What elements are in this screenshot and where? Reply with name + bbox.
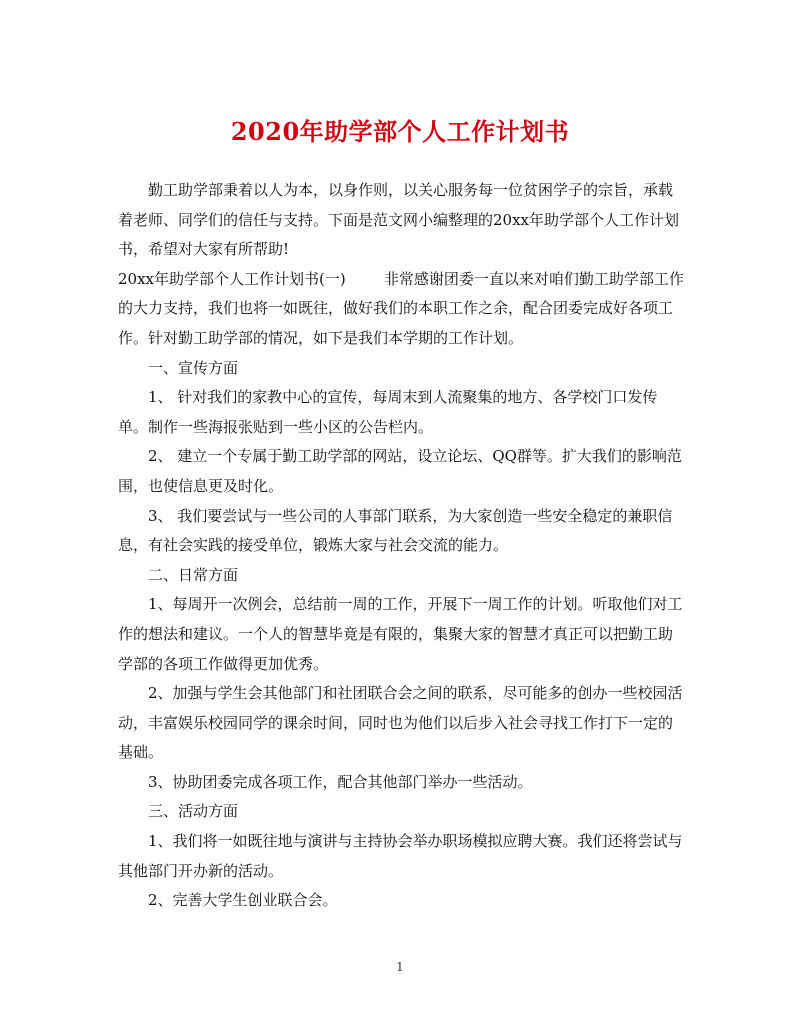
list-item: 3、 我们要尝试与一些公司的人事部门联系，为大家创造一些安全稳定的兼职信息，有社会实践的接受单位，锻炼大家与社会交流的能力。	[118, 506, 673, 555]
list-item: 2、加强与学生会其他部门和社团联合会之间的联系，尽可能多的创办一些校园活动，丰富娱乐校园同学的课余时间，同时也为他们以后步入社会寻找工作打下一定的基础。	[118, 684, 683, 762]
document-title: 2020年助学部个人工作计划书	[230, 117, 570, 146]
list-item: 1、 针对我们的家教中心的宣传，每周末到人流聚集的地方、各学校门口发传单。制作一些海报张贴到一些小区的公告栏内。	[118, 388, 658, 436]
section-heading-publicity: 一、宣传方面	[148, 358, 239, 377]
page-number: 1	[396, 960, 404, 974]
plan-intro-paragraph: 20xx年助学部个人工作计划书(一) 非常感谢团委一直以来对咱们勤工助学部工作的大力支持，我们也将一如既往，做好我们的本职工作之余，配合团委完成好各项工作。针对勤工助学部的情况，如下是我们本学期的工作计划。	[118, 269, 684, 347]
list-item: 1、我们将一如既往地与演讲与主持协会举办职场模拟应聘大赛。我们还将尝试与其他部门开办新的活动。	[118, 832, 683, 880]
document-body	[118, 176, 684, 916]
list-item: 2、 建立一个专属于勤工助学部的网站，设立论坛、QQ群等。扩大我们的影响范围，也使信息更及时化。	[118, 447, 682, 495]
list-item: 3、协助团委完成各项工作，配合其他部门举办一些活动。	[148, 772, 533, 791]
section-heading-daily: 二、日常方面	[148, 565, 239, 584]
list-item: 1、每周开一次例会，总结前一周的工作，开展下一周工作的计划。听取他们对工作的想法和建议。一个人的智慧毕竟是有限的，集聚大家的智慧才真正可以把勤工助学部的各项工作做得更加优秀。	[118, 595, 683, 673]
intro-paragraph: 勤工助学部秉着以人为本，以身作则，以关心服务每一位贫困学子的宗旨，承载着老师、同学们的信任与支持。下面是范文网小编整理的20xx年助学部个人工作计划书，希望对大家有所帮助!	[118, 181, 680, 259]
list-item: 2、完善大学生创业联合会。	[148, 891, 338, 910]
section-heading-activities: 三、活动方面	[148, 802, 239, 821]
